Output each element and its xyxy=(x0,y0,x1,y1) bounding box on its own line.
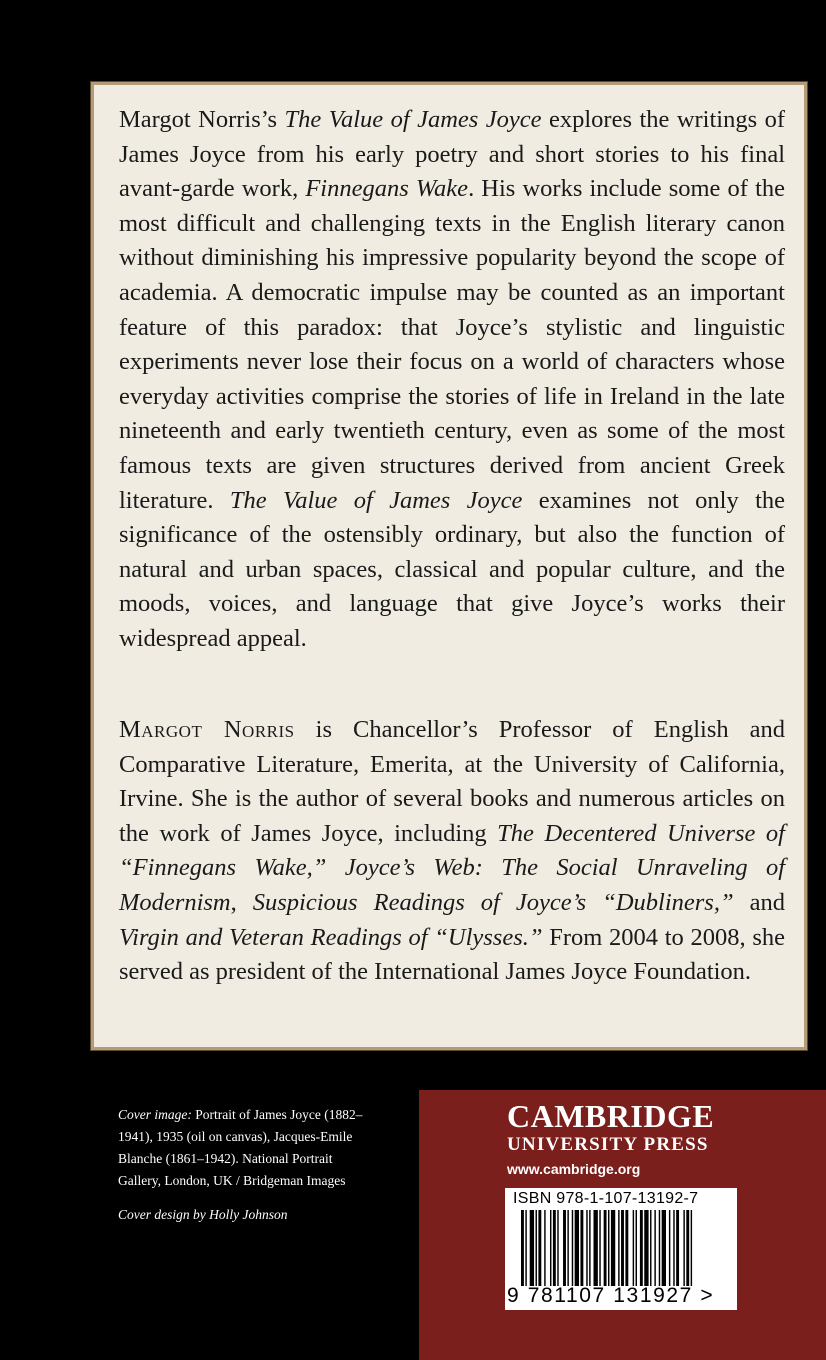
barcode-bar xyxy=(536,1210,537,1286)
barcode-bar xyxy=(669,1210,670,1286)
barcode-bar xyxy=(673,1210,674,1286)
work-title: Virgin and Veteran Readings of “Ulysses.” xyxy=(119,923,543,951)
publisher-url: www.cambridge.org xyxy=(507,1161,641,1177)
barcode-bar xyxy=(644,1210,648,1286)
book-title: The Value of James Joyce xyxy=(229,486,523,514)
cover-design-credit: Cover design by Holly Johnson xyxy=(118,1207,288,1222)
barcode-bar xyxy=(676,1210,679,1286)
barcode-bar xyxy=(589,1210,590,1286)
barcode-bar xyxy=(683,1210,684,1286)
barcode-bar xyxy=(538,1210,541,1286)
barcode-bar xyxy=(686,1210,689,1286)
barcode-bar xyxy=(662,1210,666,1286)
barcode-bar xyxy=(604,1210,607,1286)
barcode-bar xyxy=(530,1210,534,1286)
barcode-digits: 9 781107 131927 > xyxy=(507,1284,715,1307)
barcode-bar xyxy=(608,1210,609,1286)
barcode-bar xyxy=(572,1210,573,1286)
barcode-bar xyxy=(618,1210,619,1286)
barcode-bar xyxy=(625,1210,628,1286)
cover-image-credit: Cover image: Portrait of James Joyce (1882–1941), 1935 (oil on canvas), Jacques-Emile Blanche (1861–1942). National Portrait Gallery, London, UK / Bridgeman Images xyxy=(118,1107,363,1188)
barcode-bar xyxy=(640,1210,643,1286)
publisher-subtitle: UNIVERSITY PRESS xyxy=(507,1134,709,1155)
barcode-bar xyxy=(575,1210,579,1286)
barcode-bar xyxy=(599,1210,600,1286)
barcode-bar xyxy=(691,1210,692,1286)
publisher-block xyxy=(419,1090,826,1360)
barcode-bar xyxy=(553,1210,556,1286)
barcode-panel xyxy=(505,1188,737,1310)
barcode-bar xyxy=(544,1210,545,1286)
description-panel xyxy=(91,82,807,1050)
barcode-bar xyxy=(659,1210,660,1286)
work-title: Joyce’s Web: The Social Unraveling of Modernism xyxy=(119,854,786,916)
barcode-icon xyxy=(509,1210,733,1286)
barcode-bar xyxy=(567,1210,568,1286)
author-bio: Margot Norris is Chancellor’s Professor of English and Comparative Literature, Emerita, at the University of California, Irvine. She is the author of several books and numerous articles on the work of James Joyce, including The Decentered Universe of “Finnegans Wake,” Joyce’s Web: The Social Unraveling of Modernism, Suspicious Readings of Joyce’s “Dubliners,” and Virgin and Veteran Readings of “Ulysses.” From 2004 to 2008, she served as president of the International James Joyce Foundation. xyxy=(119,716,786,986)
barcode-bar xyxy=(654,1210,655,1286)
isbn-text: ISBN 978-1-107-13192-7 xyxy=(513,1190,699,1207)
work-title: The Decentered Universe of “Finnegans Wake,” xyxy=(119,819,785,882)
publisher-name: CAMBRIDGE xyxy=(507,1098,715,1134)
barcode-bar xyxy=(557,1210,558,1286)
barcode-bar xyxy=(550,1210,551,1286)
barcode-bar xyxy=(580,1210,583,1286)
book-description: Margot Norris’s The Value of James Joyce explores the writings of James Joyce from his early poetry and short stories to his final avant-garde work, Finnegans Wake. His works include some of the most difficult and challenging texts in the English literary canon without diminishing his impressive popularity beyond the scope of academia. A democratic impulse may be counted as an important feature of this paradox: that Joyce’s stylistic and linguistic experiments never lose their focus on a world of characters whose everyday activities comprise the stories of life in Ireland in the late nineteenth and early twentieth century, even as some of the most famous texts are given structures derived from ancient Greek literature. The Value of James Joyce examines not only the significance of the ostensibly ordinary, but also the function of natural and urban spaces, classical and popular culture, and the moods, voices, and language that give Joyce’s works their widespread appeal. xyxy=(119,106,785,652)
book-title: The Value of James Joyce xyxy=(284,106,542,133)
work-title: Suspicious Readings of Joyce’s “Dubliners,” xyxy=(252,888,734,916)
barcode-bar xyxy=(621,1210,624,1286)
barcode-bar xyxy=(586,1210,587,1286)
barcode-bar xyxy=(650,1210,651,1286)
barcode-bar xyxy=(563,1210,566,1286)
work-title: Finnegans Wake xyxy=(305,175,469,203)
barcode-bar xyxy=(594,1210,598,1286)
barcode-bar xyxy=(636,1210,637,1286)
barcode-bar xyxy=(521,1210,524,1286)
barcode-bar xyxy=(611,1210,615,1286)
cover-credits xyxy=(118,1104,373,1226)
author-name: Margot Norris xyxy=(119,716,295,743)
barcode-bar xyxy=(633,1210,634,1286)
barcode-bar xyxy=(525,1210,526,1286)
